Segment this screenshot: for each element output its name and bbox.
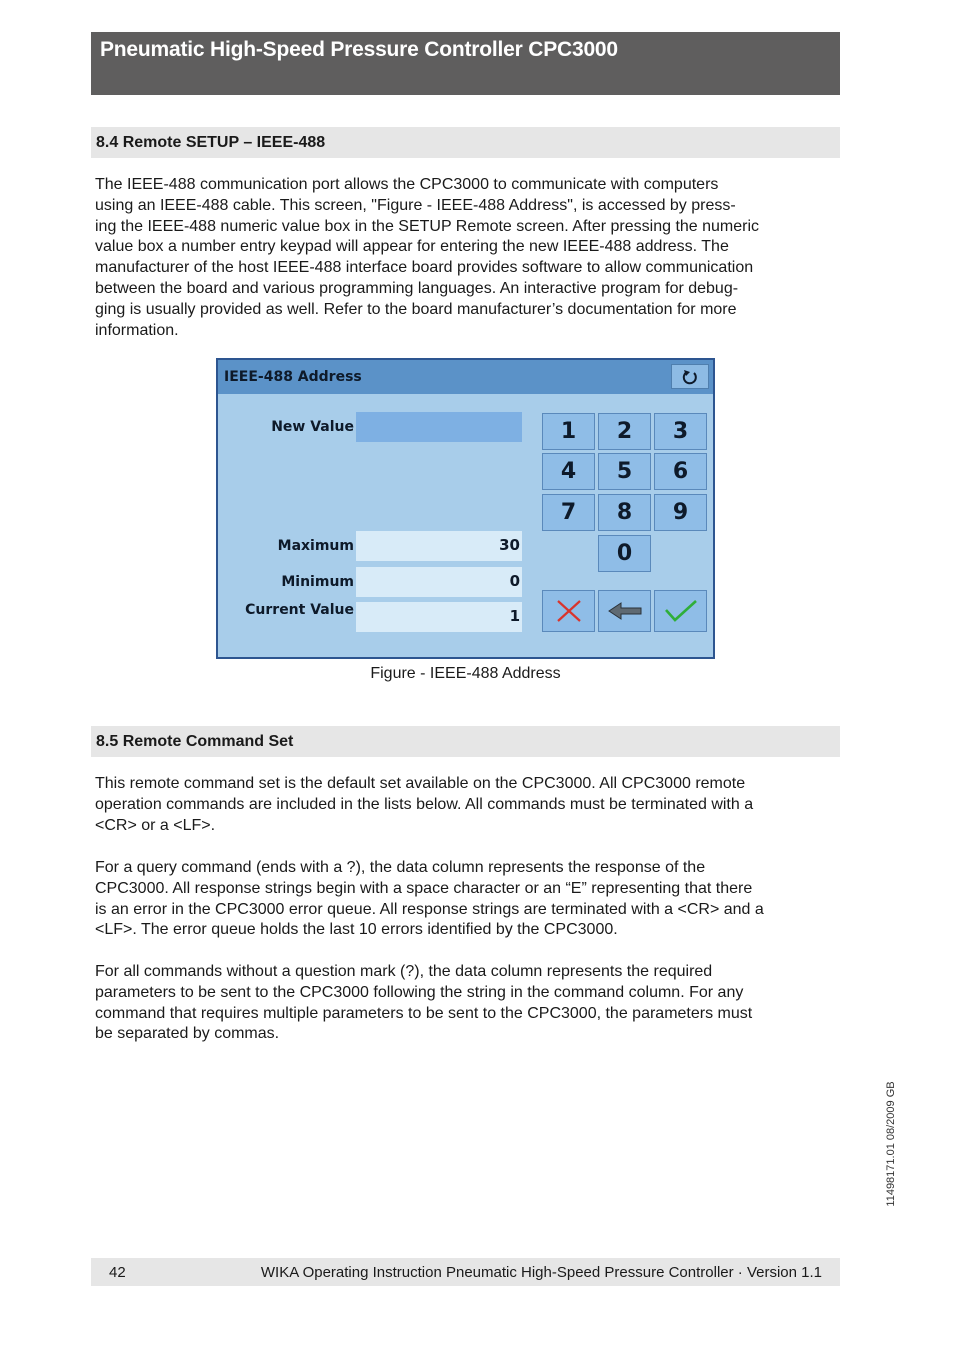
- section-8-4-paragraph: [95, 175, 840, 341]
- key-3[interactable]: 3: [654, 413, 707, 450]
- new-value-label: New Value: [271, 419, 354, 435]
- section-8-5-paragraph-2: [95, 858, 840, 941]
- ieee488-address-screen: [216, 358, 715, 659]
- text-line: command that requires multiple parameters to be sent to the CPC3000, the parameters must: [95, 1004, 753, 1022]
- section-8-5-paragraph-3: [95, 962, 840, 1045]
- cancel-button[interactable]: [542, 590, 595, 632]
- key-9[interactable]: 9: [654, 494, 707, 531]
- section-heading-8-5: 8.5 Remote Command Set: [91, 726, 840, 757]
- page-number: 42: [109, 1264, 126, 1281]
- backspace-button[interactable]: [598, 590, 651, 632]
- text-line: For all commands without a question mark (?), the data column represents the required: [95, 963, 713, 980]
- text-line: using an IEEE-488 cable. This screen, "Figure - IEEE-488 Address", is accessed by press-: [95, 196, 736, 214]
- maximum-label: Maximum: [277, 538, 354, 554]
- key-4[interactable]: 4: [542, 453, 595, 490]
- cancel-x-icon: [554, 598, 584, 624]
- text-line: is an error in the CPC3000 error queue. All response strings are terminated with a <CR> and a: [95, 900, 764, 918]
- section-heading-8-4: 8.4 Remote SETUP – IEEE-488: [91, 127, 840, 158]
- text-line: CPC3000. All response strings begin with a space character or an “E” representing that there: [95, 879, 753, 897]
- text-line: operation commands are included in the lists below. All commands must be terminated with a: [95, 795, 754, 813]
- text-line: between the board and various programming languages. An interactive program for debug-: [95, 279, 739, 297]
- key-1[interactable]: 1: [542, 413, 595, 450]
- text-line: manufacturer of the host IEEE-488 interface board provides software to allow communication: [95, 259, 754, 277]
- screen-title: IEEE-488 Address: [224, 369, 362, 385]
- text-line: <CR> or a <LF>.: [95, 816, 216, 834]
- text-line: For a query command (ends with a ?), the data column represents the response of the: [95, 859, 706, 876]
- text-line: parameters to be sent to the CPC3000 following the string in the command column. For any: [95, 983, 744, 1001]
- minimum-value: 0: [356, 567, 522, 597]
- figure-caption: Figure - IEEE-488 Address: [370, 665, 561, 682]
- text-line: be separated by commas.: [95, 1025, 280, 1043]
- text-line: <LF>. The error queue holds the last 10 errors identified by the CPC3000.: [95, 921, 618, 939]
- key-8[interactable]: 8: [598, 494, 651, 531]
- footer-text: WIKA Operating Instruction Pneumatic High-Speed Pressure Controller · Version 1.1: [260, 1264, 822, 1281]
- refresh-button[interactable]: [671, 364, 709, 389]
- refresh-icon: [679, 369, 701, 385]
- page-footer: [91, 1258, 840, 1286]
- checkmark-icon: [663, 598, 699, 624]
- ok-button[interactable]: [654, 590, 707, 632]
- document-code: 11498171.01 08/2009 GB: [885, 1081, 897, 1207]
- text-line: value box a number entry keypad will appear for entering the new IEEE-488 address. The: [95, 238, 729, 256]
- text-line: ging is usually provided as well. Refer to the board manufacturer’s documentation for more: [95, 300, 737, 318]
- section-8-5-paragraph-1: [95, 774, 840, 836]
- key-5[interactable]: 5: [598, 453, 651, 490]
- current-value-label: Current Value: [245, 602, 354, 618]
- text-line: The IEEE-488 communication port allows the CPC3000 to communicate with computers: [95, 176, 719, 193]
- document-title: Pneumatic High-Speed Pressure Controller CPC3000: [100, 38, 618, 61]
- text-line: ing the IEEE-488 numeric value box in the SETUP Remote screen. After pressing the numeric: [95, 217, 760, 235]
- text-line: information.: [95, 321, 179, 339]
- new-value-field[interactable]: [356, 412, 522, 442]
- maximum-value: 30: [356, 531, 522, 561]
- text-line: This remote command set is the default set available on the CPC3000. All CPC3000 remote: [95, 775, 746, 792]
- backspace-arrow-icon: [607, 601, 643, 621]
- header-bar: [91, 32, 840, 95]
- minimum-label: Minimum: [281, 574, 354, 590]
- key-6[interactable]: 6: [654, 453, 707, 490]
- current-value: 1: [356, 602, 522, 632]
- key-7[interactable]: 7: [542, 494, 595, 531]
- screen-title-bar: [218, 360, 713, 394]
- key-0[interactable]: 0: [598, 535, 651, 572]
- key-2[interactable]: 2: [598, 413, 651, 450]
